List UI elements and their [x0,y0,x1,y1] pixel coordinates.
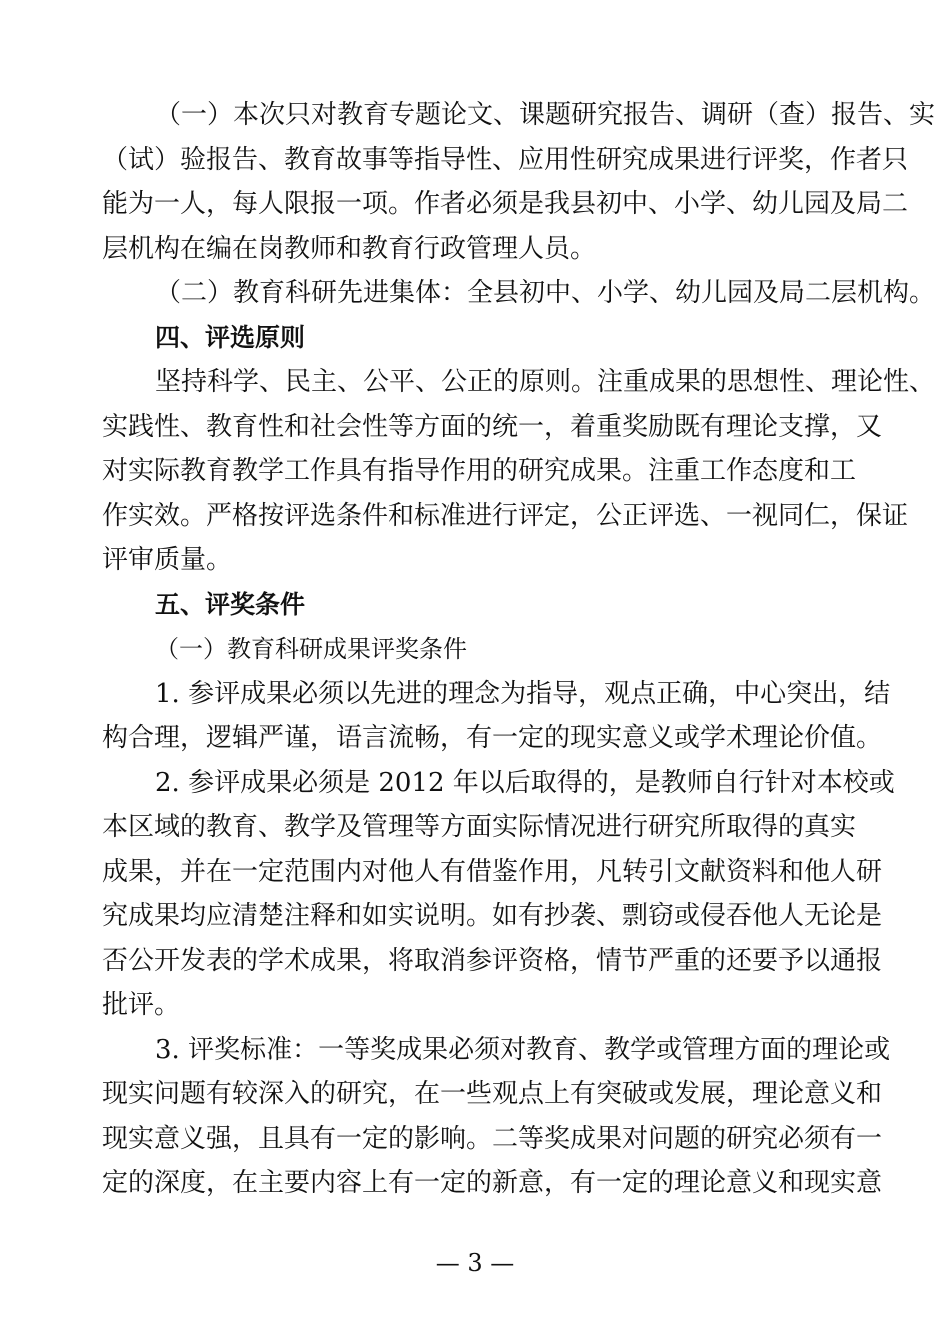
paragraph-line: 现实问题有较深入的研究，在一些观点上有突破或发展，理论意义和 [102,1079,883,1109]
paragraph-line: 否公开发表的学术成果，将取消参评资格，情节严重的还要予以通报 [102,945,883,976]
paragraph-line: （试）验报告、教育故事等指导性、应用性研究成果进行评奖，作者只 [102,144,909,175]
paragraph-line: （二）教育科研先进集体：全县初中、小学、幼儿园及局二层机构。 [155,278,936,308]
subsection-heading: （一）教育科研成果评奖条件 [155,635,467,663]
section-heading: 五、评奖条件 [155,589,306,619]
paragraph-line: （一）本次只对教育专题论文、课题研究报告、调研（查）报告、实 [155,100,936,130]
page-number: — 3 — [435,1249,515,1277]
paragraph-line: 本区域的教育、教学及管理等方面实际情况进行研究所取得的真实 [102,812,857,842]
paragraph-line: 实践性、教育性和社会性等方面的统一，着重奖励既有理论支撑，又 [102,411,883,442]
paragraph-line: 坚持科学、民主、公平、公正的原则。注重成果的思想性、理论性、 [155,367,936,397]
paragraph-line: 3. 评奖标准：一等奖成果必须对教育、教学或管理方面的理论或 [155,1034,891,1065]
paragraph-line: 成果，并在一定范围内对他人有借鉴作用，凡转引文献资料和他人研 [102,856,883,887]
paragraph-line: 定的深度，在主要内容上有一定的新意，有一定的理论意义和现实意 [102,1168,883,1198]
paragraph-line: 层机构在编在岗教师和教育行政管理人员。 [102,233,597,264]
paragraph-line: 作实效。严格按评选条件和标准进行评定，公正评选、一视同仁，保证 [102,500,909,531]
paragraph-line: 现实意义强，且具有一定的影响。二等奖成果对问题的研究必须有一 [102,1123,883,1154]
paragraph-line: 能为一人，每人限报一项。作者必须是我县初中、小学、幼儿园及局二 [102,189,909,219]
paragraph-line: 1. 参评成果必须以先进的理念为指导，观点正确，中心突出，结 [155,678,891,709]
paragraph-line: 评审质量。 [102,545,233,575]
paragraph-line: 对实际教育教学工作具有指导作用的研究成果。注重工作态度和工 [102,456,857,486]
section-heading: 四、评选原则 [155,322,306,352]
paragraph-line: 2. 参评成果必须是 2012 年以后取得的，是教师自行针对本校或 [155,767,895,798]
paragraph-line: 构合理，逻辑严谨，语言流畅，有一定的现实意义或学术理论价值。 [102,723,883,753]
paragraph-line: 究成果均应清楚注释和如实说明。如有抄袭、剽窃或侵吞他人无论是 [102,901,883,931]
paragraph-line: 批评。 [102,990,181,1020]
